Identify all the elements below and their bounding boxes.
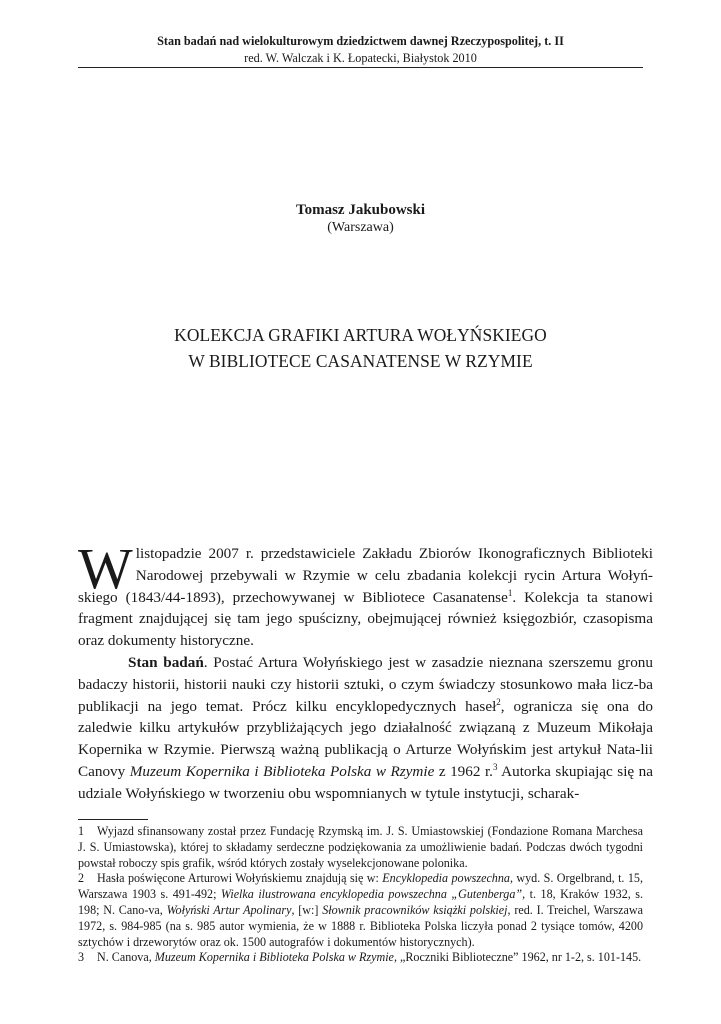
cited-title: Słownik pracowników książki polskiej xyxy=(322,902,508,917)
footnote-divider xyxy=(78,819,148,820)
footnote-text: , t. 18, Kraków 1932, s. 198; N. Cano-va, xyxy=(78,887,643,917)
paragraph-text: Autorka skupiając się na udziale Wołyńskiego w tworzeniu obu wspomnianych w tytule instytucji, scharak- xyxy=(78,762,653,802)
footnote-text: , red. I. Treichel, Warszawa 1972, s. 984-985 (na s. 985 autor wymienia, że w 1888 r. Biblioteka Polska liczyła ponad 2 tysiące tomów, 4200 sztychów i drzeworytów oraz ok. 1500 autografów i dokumentów historycznych). xyxy=(78,902,643,949)
cited-title: Muzeum Kopernika i Biblioteka Polska w Rzymie xyxy=(154,950,394,965)
paragraph-intro xyxy=(78,536,653,652)
footnote-text: , wyd. S. Orgelbrand, t. 15, Warszawa 1903 s. 491-492; xyxy=(78,871,643,902)
cited-title: Encyklopedia powszechna xyxy=(382,871,510,886)
footnote-3 xyxy=(78,950,643,966)
paragraph-text: z 1962 r. xyxy=(434,762,493,780)
paragraph-text: listopadzie 2007 r. przedstawiciele Zakładu Zbiorów Ikonograficznych Biblioteki Narodowej przebywali w Rzymie w celu zbadania kolekcji rycin Artura Wołyń-skiego (1843/44-1893), przechowywanej w Bibliotece Casanatense xyxy=(78,545,653,606)
section-lead-in: Stan badań xyxy=(128,653,204,671)
header-divider xyxy=(78,67,643,68)
paragraph-text: , ogranicza się ona do zaledwie kilku artykułów przybliżających jego działalność związaną z Muzeum Mikołaja Kopernika w Rzymie. Pierwszą ważną publikacją o Arturze Wołyńskim jest artykuł Nata-lii Canovy xyxy=(78,697,653,780)
footnote-2 xyxy=(78,871,643,950)
header-series-title: Stan badań nad wielokulturowym dziedzictwem dawnej Rzeczypospolitej, t. II xyxy=(157,34,564,48)
footnote-ref-2[interactable]: 2 xyxy=(496,696,501,707)
paragraph-text: . Postać Artura Wołyńskiego jest w zasadzie nieznana szerszemu gronu badaczy historii, historii nauki czy historii sztuki, o czym świadczy stosunkowo mała licz-ba publikacji na jego temat. Prócz kilku encyklopedycznych haseł xyxy=(78,653,653,715)
paragraph-text: . Kolekcja ta stanowi fragment znajdującej się tam jego spuścizny, obejmującej również księgozbiór, czasopisma oraz dokumenty historyczne. xyxy=(78,588,653,650)
cited-title: Wielka ilustrowana encyklopedia powszechna „Gutenberga” xyxy=(220,887,523,902)
footnote-number: 3 xyxy=(78,950,85,965)
title-line-2: W BIBLIOTECE CASANATENSE W RZYMIE xyxy=(188,351,533,371)
footnote-number: 1 xyxy=(78,824,85,838)
title-line-1: KOLEKCJA GRAFIKI ARTURA WOŁYŃSKIEGO xyxy=(174,325,547,345)
footnote-text: Hasła poświęcone Arturowi Wołyńskiemu znajdują się w: xyxy=(97,871,383,886)
footnote-1 xyxy=(78,824,643,871)
article-body xyxy=(78,536,653,805)
footnote-ref-3[interactable]: 3 xyxy=(492,761,498,772)
running-header xyxy=(78,33,643,67)
cited-title: Muzeum Kopernika i Biblioteka Polska w Rzymie xyxy=(129,762,435,780)
footnote-text: N. Canova, xyxy=(97,950,155,965)
drop-cap: W xyxy=(78,536,133,601)
footnote-text: , „Roczniki Biblioteczne” 1962, nr 1-2, s. 101-145. xyxy=(393,950,642,965)
author-name: Tomasz Jakubowski xyxy=(295,202,426,218)
footnotes xyxy=(78,824,643,966)
paragraph-state-of-research xyxy=(78,652,653,805)
author-affiliation: (Warszawa) xyxy=(327,220,394,235)
footnote-ref-1[interactable]: 1 xyxy=(507,587,513,598)
footnote-text: , [w:] xyxy=(291,902,323,917)
article-title xyxy=(78,322,643,374)
footnote-number: 2 xyxy=(78,871,85,886)
cited-title: Wołyński Artur Apolinary xyxy=(166,902,292,917)
footnote-text: Wyjazd sfinansowany został przez Fundację Rzymską im. J. S. Umiastowskiej (Fondazione Romana Marchesa J. S. Umiastowska), której to składamy serdeczne podziękowania za umożliwienie badań. Podczas dwóch tygodni powstał roboczy spis grafik, wśród których zostały wyselekcjonowane polonika. xyxy=(78,824,643,870)
header-editors: red. W. Walczak i K. Łopatecki, Białystok 2010 xyxy=(244,51,477,65)
